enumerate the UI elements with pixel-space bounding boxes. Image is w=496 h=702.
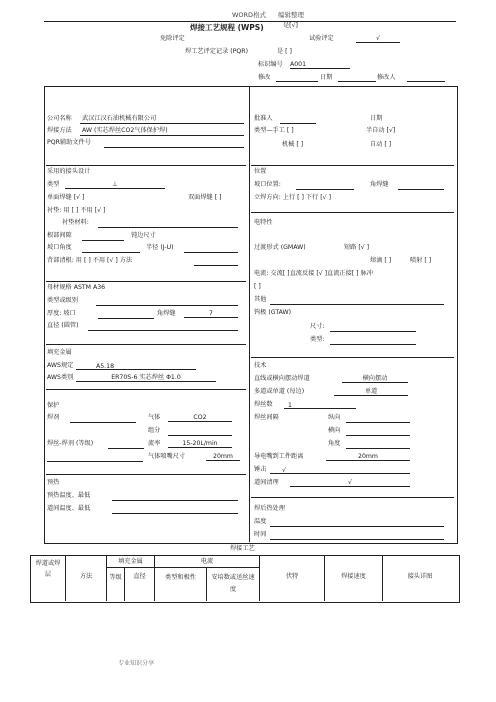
nozzle-value: 20mm: [206, 453, 240, 461]
interpass-underline: [112, 513, 238, 514]
thickness-label: 厚度: 坡口: [47, 310, 76, 317]
backing: 衬垫: 用 [ ] 不用 [√ ]: [47, 207, 106, 214]
longitudinal-underline: [346, 422, 410, 423]
wire-flux-underline-2: [47, 461, 143, 462]
tungsten-type-label: 类型:: [310, 336, 325, 343]
aws-spec-value: A5.18: [76, 363, 196, 370]
wire-flux-label: 焊丝-焊剂 (等级): [47, 440, 94, 447]
current-type: 电流: 交流[ ]直流反接 [√ ]直流正接[ ] 脉冲: [254, 270, 373, 277]
section-rule-position: [251, 165, 454, 166]
process-label: 焊接方法: [47, 127, 72, 134]
pqr-doc-label: PQR辅助文件号: [47, 139, 91, 146]
lateral-underline: [346, 435, 410, 436]
composition-label: 组分: [148, 427, 161, 434]
preheat-underline: [112, 500, 238, 501]
flow-label: 流率: [148, 440, 161, 447]
col-speed: 焊接速度: [341, 573, 366, 580]
col-diameter: 直径: [133, 573, 146, 580]
col-joint-detail: 接头详图: [407, 573, 433, 580]
electrodes-value: 1: [284, 402, 356, 409]
pwht-time-underline: [270, 539, 444, 540]
section-rule-pwht: [251, 497, 454, 498]
pqr-record-label: 焊工艺评定记录 (PQR): [185, 48, 249, 55]
semi-auto: 半自动 [√]: [366, 127, 396, 134]
gas-value: CO2: [168, 414, 232, 422]
exempt-label: 免除评定: [160, 35, 185, 42]
backing-material-underline: [98, 227, 238, 228]
shield-title: 保护: [47, 402, 60, 409]
angle-underline: [346, 448, 410, 449]
fillet-pos-label: 角焊缝: [370, 181, 389, 188]
multi-pass-label: 多道或单道 (每边): [254, 388, 305, 395]
company-underline: [80, 123, 244, 124]
electrical-title: 电特性: [254, 219, 273, 226]
land-label: 钝边尺寸: [131, 232, 156, 239]
page-header-right: 编辑整理: [278, 11, 304, 19]
trial-label: 试验评定: [309, 35, 334, 42]
joint-type-value: ⊥: [65, 181, 165, 189]
transfer-globular: 熔滴 [ ]: [370, 257, 392, 264]
company-label: 公司名称: [47, 115, 72, 122]
transfer-spray: 喷射 [ ]: [410, 257, 432, 264]
preheat-title: 预热: [47, 479, 60, 486]
date-label: 日期: [320, 74, 333, 81]
tungsten-label: 钨极 (GTAW): [254, 309, 292, 316]
other-label: 其他: [254, 296, 267, 303]
transfer-short-circuit: 短路 [√ ]: [344, 244, 370, 251]
approver-label: 批准人: [254, 115, 273, 122]
section-rule-electrical: [251, 212, 454, 213]
section-rule-technique: [251, 357, 454, 358]
tungsten-size-underline: [330, 331, 416, 332]
fillet-pos-underline: [398, 189, 444, 190]
diameter-underline: [88, 330, 238, 331]
pwht-title: 焊后热处理: [254, 505, 285, 512]
section-rule-joint: [46, 165, 246, 166]
aws-spec-label: AWS规定: [47, 362, 74, 369]
pwht-time-label: 时间: [254, 531, 267, 538]
section-rule-filler: [46, 344, 246, 345]
reviser-field[interactable]: [407, 74, 445, 82]
page-header-left: WORD格式: [232, 11, 267, 19]
col-pass: 焊道或焊层: [35, 560, 61, 578]
position-title: 位置: [254, 168, 267, 175]
technique-title: 技术: [254, 362, 267, 369]
double-side: 双面焊缝 [ ]: [188, 194, 222, 201]
form-title: 焊接工艺规程 (WPS): [190, 23, 264, 32]
thickness-underline: [98, 318, 154, 319]
cleaning-value: √: [290, 479, 410, 487]
aws-class-label: AWS类别: [47, 374, 74, 381]
single-side: 单面焊缝 [√ ]: [47, 194, 85, 201]
wps-main-box: [44, 86, 458, 544]
groove-pos-underline: [296, 189, 354, 190]
date-field[interactable]: [338, 74, 376, 82]
groove-angle-underline: [82, 252, 140, 253]
angle-label: 角度: [328, 440, 341, 447]
procedure-title: 焊接工艺: [230, 545, 255, 552]
root-gap-label: 根部间隙: [47, 232, 72, 239]
ctwd-label: 导电嘴到工件距离: [254, 453, 304, 460]
diameter-label: 直径 (圆管): [47, 322, 79, 329]
machine: 机械 [ ]: [282, 141, 304, 148]
revision-field[interactable]: [276, 74, 318, 82]
revision-label: 修改: [258, 74, 271, 81]
tungsten-size-label: 尺寸:: [310, 323, 325, 330]
pqr-record-value: 是 [ ]: [277, 48, 292, 55]
base-spec: 母材规格 ASTM A36: [47, 284, 106, 291]
section-rule-preheat: [46, 474, 246, 475]
wire-flux-underline: [108, 448, 144, 449]
col-divider-5: [206, 567, 207, 601]
col-volts: 伏特: [285, 573, 299, 580]
approver-underline: [280, 123, 316, 124]
back-gouge-underline: [194, 265, 238, 266]
groove-angle-label: 坡口角度: [47, 244, 72, 251]
current-pulse: [ ]: [254, 283, 261, 290]
col-grade: 等级: [109, 574, 122, 581]
pwht-temp-label: 温度: [254, 518, 267, 525]
vertical-progression: 立焊方向: 上行 [ ] 下行 [√ ]: [254, 194, 331, 201]
spacing-label: 焊丝间隔: [254, 414, 279, 421]
header-split-rule: [106, 567, 259, 568]
automatic: 自动 [ ]: [370, 141, 392, 148]
approve-date-label: 日期: [370, 115, 383, 122]
fillet-value: 7: [184, 310, 238, 318]
ctwd-value: 20mm: [326, 453, 410, 461]
composition-underline: [168, 435, 232, 436]
groove-pos-label: 坡口位置:: [254, 181, 281, 188]
gas-label: 气体: [148, 414, 161, 421]
flow-value: 15-20L/min: [168, 440, 232, 448]
trial-value: √: [356, 35, 400, 43]
reviser-label: 修改人: [377, 74, 396, 81]
aws-class-value: ER70S-6 实芯焊丝 Φ1.0: [76, 374, 216, 382]
type-or-class-underline: [96, 305, 238, 306]
process-underline: [80, 135, 244, 136]
id-label: 标识编号: [258, 61, 283, 68]
interpass-temp: 道间温度、最低: [47, 505, 91, 512]
section-rule-shield: [46, 389, 246, 390]
type-manual: 类型—手工 [ ]: [254, 127, 294, 134]
title-suffix: 是[√]: [283, 22, 298, 29]
fillet-label: 角焊缝: [157, 310, 176, 317]
radius-underline: [184, 252, 238, 253]
backing-material-label: 衬垫材料:: [62, 219, 89, 226]
page-footer: 专业知识分享: [118, 660, 155, 667]
flux-label: 焊剂: [47, 414, 60, 421]
nozzle-label: 气体喷嘴尺寸: [148, 453, 186, 460]
stringer-value: 横向摆动: [342, 375, 408, 383]
col-amps: 安培数或送丝速度: [211, 574, 255, 593]
lateral-label: 横向: [328, 427, 341, 434]
filler-title: 填充金属: [47, 349, 72, 356]
transfer-label: 过渡形式 (GMAW): [254, 244, 306, 251]
col-filler: 填充金属: [118, 558, 143, 565]
peening-label: 锤击: [254, 466, 267, 473]
column-divider: [249, 86, 250, 542]
tungsten-type-underline: [330, 344, 416, 345]
process-value: AW (实芯焊丝CO2气体保护焊): [82, 127, 168, 134]
col-method: 方法: [79, 573, 93, 580]
electrodes-label: 焊丝数: [254, 401, 273, 408]
col-type-polarity: 类型和极性: [165, 574, 196, 581]
peening-value: √: [270, 467, 410, 474]
stringer-label: 直线或横向摆动焊道: [254, 375, 310, 382]
company-value: 武汉江汉石油机械有限公司: [82, 115, 157, 122]
col-current: 电流: [200, 558, 214, 565]
joint-title: 采用的接头设计: [47, 168, 91, 175]
pqr-doc-underline: [104, 147, 244, 148]
root-gap-underline: [82, 240, 124, 241]
pwht-temp-underline: [270, 526, 444, 527]
cleaning-label: 道间清理: [254, 479, 279, 486]
joint-type-label: 类型: [47, 181, 60, 188]
multi-pass-value: 单道: [334, 388, 408, 396]
id-value: A001: [290, 61, 350, 69]
longitudinal-label: 纵向: [328, 414, 341, 421]
radius-label: 半径 (J-U): [146, 244, 174, 251]
other-underline: [270, 304, 444, 305]
back-gouge: 背部清根: 用 [ ] 不用 [√ ] 方法: [47, 257, 133, 264]
section-rule-base: [46, 281, 246, 282]
preheat-temp: 预热温度、最低: [47, 492, 91, 499]
flux-underline: [70, 422, 136, 423]
type-or-class: 类型或级别: [47, 297, 78, 304]
